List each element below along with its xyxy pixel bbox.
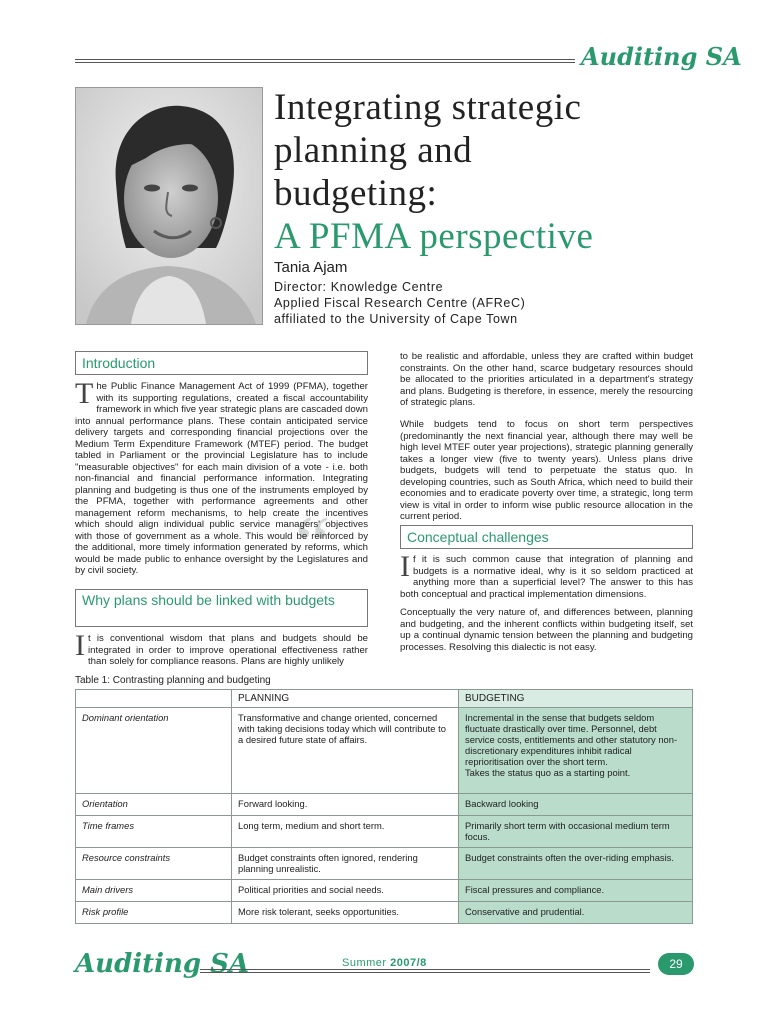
table-cell: Incremental in the sense that budgets seldom fluctuate drastically over time. Personnel, debt service costs, entitlements and other statutory non-discretionary expenditures inhibit radical reprioritisation over the short term. Takes the status quo as a starting point.	[459, 708, 693, 794]
footer-issue	[342, 957, 427, 969]
table-header-cell	[76, 690, 232, 708]
table-row	[76, 708, 693, 794]
title-line: Integrating strategic	[274, 87, 582, 128]
title-line: planning and	[274, 130, 473, 171]
portrait-icon	[76, 88, 262, 324]
intro-text: he Public Finance Management Act of 1999 (PFMA), together with its supporting regulations, created a fiscal accountability framework in which five year strategic plans are cascaded down into annual performance plans. These contain anticipated service delivery targets and corresponding financial projections over the Medium Term Expenditure Framework (MTEF) period. The budget tabled in Parliament or the provincial Legislature has to include "measurable objectives" for each main division of a vote - i.e. both non-financial and financial performance information. Integrating planning and budgeting is thus one of the instruments employed by the PFMA, together with performance agreements and other management reform mechanisms, to help create the incentives which should align individual public service managers' objectives with those of government as a whole. This would be reinforced by the additional, more timely information generated by reforms, which would be made public to enhance oversight by the Legislatures and by civil society.	[75, 381, 368, 576]
page-number-badge: 29	[658, 953, 694, 975]
table-cell: Primarily short term with occasional medium term focus.	[459, 816, 693, 848]
conceptual-paragraph-2: Conceptually the very nature of, and differences between, planning and budgeting, and the inherent conflicts within budgeting itself, set up a continual dynamic tension between the planning and budgeting processes. Resolving this dialectic is not easy.	[400, 607, 693, 653]
author-photo	[75, 87, 263, 325]
table-row-label: Main drivers	[76, 880, 232, 902]
conceptual-text: f it is such common cause that integration of planning and budgets is a normative ideal, why is it so seldom practiced at anything more than a superficial level? The answer to this has both conceptual and practical implementation dimensions.	[400, 554, 693, 600]
table-cell: Backward looking	[459, 794, 693, 816]
footer-rule	[200, 969, 650, 970]
table-row	[76, 880, 693, 902]
table-row	[76, 902, 693, 924]
table-row-label: Time frames	[76, 816, 232, 848]
table-cell: More risk tolerant, seeks opportunities.	[232, 902, 459, 924]
comparison-table	[75, 689, 693, 924]
affiliation-line: Applied Fiscal Research Centre (AFReC)	[274, 296, 526, 310]
dropcap: I	[75, 629, 85, 662]
author-name: Tania Ajam	[274, 259, 348, 276]
dropcap: I	[400, 550, 410, 583]
table-cell: Political priorities and social needs.	[232, 880, 459, 902]
intro-paragraph	[75, 377, 368, 577]
table-row	[76, 816, 693, 848]
table-cell: Transformative and change oriented, concerned with taking decisions today which will contribute to a desired future state of affairs.	[232, 708, 459, 794]
table-caption: Table 1: Contrasting planning and budgeting	[75, 675, 271, 686]
table-cell: Forward looking.	[232, 794, 459, 816]
conceptual-paragraph	[400, 550, 693, 600]
table-header-cell: BUDGETING	[459, 690, 693, 708]
article-title	[274, 86, 694, 258]
section-heading-conceptual: Conceptual challenges	[400, 525, 693, 549]
section-heading-introduction: Introduction	[75, 351, 368, 375]
table-header-cell: PLANNING	[232, 690, 459, 708]
masthead-rule	[75, 59, 575, 60]
table-cell: Long term, medium and short term.	[232, 816, 459, 848]
table-header-row	[76, 690, 693, 708]
why-paragraph	[75, 629, 368, 668]
why-text: t is conventional wisdom that plans and budgets should be integrated in order to improve operational effectiveness rather than solely for compliance reasons. Plans are highly unlikely	[88, 633, 368, 667]
table-row	[76, 794, 693, 816]
footer-rule	[200, 972, 650, 973]
table-row-label: Risk profile	[76, 902, 232, 924]
right-paragraph-2: While budgets tend to focus on short term perspectives (predominantly the next financial year, although there may well be high level MTEF outer year projections), strategic planning generally takes a longer view (five to twenty years). Unless plans drive budgets, budgets will tend to perpetuate the status quo. In developing countries, such as South Africa, which need to build their economies and to eradicate poverty over time, a strategic, long term view is vital in order to inform wise public resource allocation in the current period.	[400, 419, 693, 522]
table-cell: Conservative and prudential.	[459, 902, 693, 924]
table-row-label: Resource constraints	[76, 848, 232, 880]
article-subtitle: A PFMA perspective	[274, 216, 594, 257]
masthead-rule	[75, 62, 575, 63]
footer-year: 2007/8	[390, 957, 427, 969]
title-line: budgeting:	[274, 173, 438, 214]
table-cell: Fiscal pressures and compliance.	[459, 880, 693, 902]
table-cell: Budget constraints often ignored, rendering planning unrealistic.	[232, 848, 459, 880]
section-heading-why: Why plans should be linked with budgets	[75, 589, 368, 627]
right-paragraph-1: to be realistic and affordable, unless they are crafted within budget constraints. On the other hand, scarce budgetary resources should be allocated to the priorities articulated in a department's strategy and plans. Budgeting is therefore, in essence, merely the resourcing of strategic plans.	[400, 351, 693, 408]
decorative-quote-mark: “	[295, 501, 331, 589]
affiliation-line: affiliated to the University of Cape Town	[274, 312, 518, 326]
author-affiliation	[274, 279, 525, 327]
masthead-brand: Auditing SA	[581, 42, 742, 71]
table-row-label: Dominant orientation	[76, 708, 232, 794]
dropcap: T	[75, 377, 94, 410]
footer-season: Summer	[342, 957, 387, 969]
table-row-label: Orientation	[76, 794, 232, 816]
table-row	[76, 848, 693, 880]
footer-brand: Auditing SA	[75, 949, 250, 979]
affiliation-line: Director: Knowledge Centre	[274, 280, 444, 294]
table-cell: Budget constraints often the over-riding emphasis.	[459, 848, 693, 880]
